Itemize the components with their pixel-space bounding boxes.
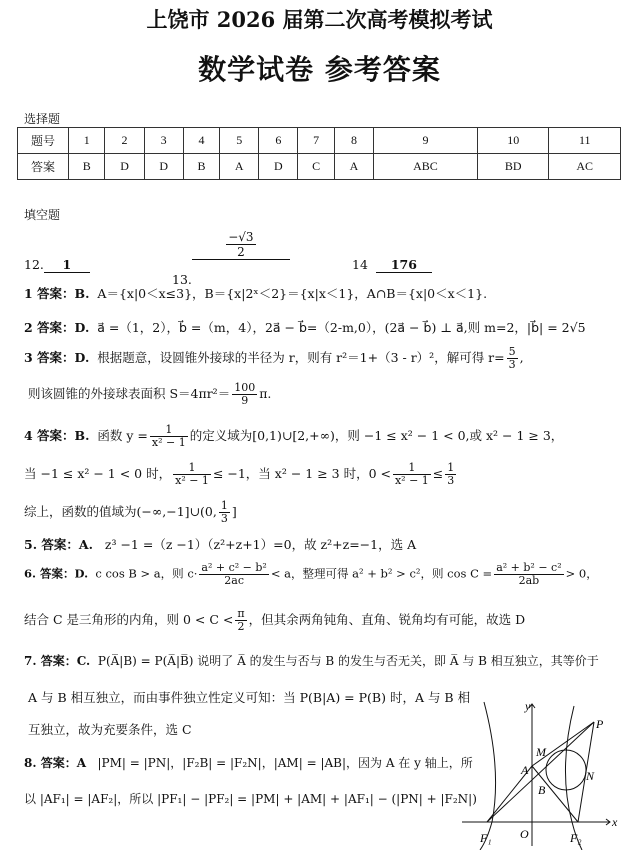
solution-3 — [24, 346, 524, 371]
answer-cell: B — [69, 154, 105, 180]
fraction — [445, 462, 456, 487]
sol-text: 互独立，故为充要条件，选 C — [28, 722, 192, 737]
frac-den: 2 — [237, 620, 245, 633]
frac-den: 3 — [447, 474, 455, 487]
sol-text: A 与 B 相互独立，而由事件独立性定义可知：当 P(B|A) = P(B) 时，A 与 B 相 — [28, 690, 471, 705]
frac-num: 1 — [447, 461, 455, 474]
qnum: 3 — [144, 128, 183, 154]
solution-4b — [24, 462, 458, 487]
solution-7b — [28, 688, 470, 706]
fraction — [232, 382, 257, 407]
solution-4 — [24, 424, 563, 449]
qnum: 2 — [105, 128, 144, 154]
answer-cell: A — [220, 154, 259, 180]
solution-4c — [24, 500, 237, 525]
sol-label: 6. 答案：D. — [24, 566, 89, 581]
frac-num: π — [237, 607, 245, 620]
hyperbola-figure — [462, 700, 628, 850]
qnum: 10 — [477, 128, 548, 154]
sol-text: 的定义域为[0,1)∪[2,+∞)，则 −1 ≤ x² − 1 < 0,或 x² − 1 ≥ 3， — [189, 428, 564, 443]
q13-den: 2 — [237, 245, 245, 259]
q13-label: 13. — [172, 272, 192, 287]
answer-cell: D — [144, 154, 183, 180]
qnum: 8 — [334, 128, 373, 154]
frac-den: x² − 1 — [394, 474, 429, 487]
fill-q14 — [352, 257, 432, 273]
sol-text: ，但其余两角钝角、直角、锐角均有可能，故选 D — [248, 612, 526, 627]
frac-num: a² + c² − b² — [201, 561, 267, 574]
answer-cell: A — [334, 154, 373, 180]
answer-cell: D — [105, 154, 144, 180]
fraction — [219, 500, 230, 525]
frac-num: 1 — [220, 499, 228, 512]
frac-num: a² + b² − c² — [496, 561, 562, 574]
label-x: x — [612, 815, 618, 829]
line-a-p — [532, 722, 594, 766]
sol-text: |PM| = |PN|，|F₂B| = |F₂N|，|AM| = |AB|，因为 A 在 y 轴上，所 — [97, 756, 473, 770]
left-branch — [480, 702, 496, 850]
sol-text: ] — [231, 504, 237, 519]
frac-den: 9 — [241, 394, 249, 407]
row-label: 答案 — [18, 154, 69, 180]
exam-title: 上饶市 2026 届第二次高考模拟考试 — [146, 7, 493, 32]
solution-8b — [24, 790, 477, 807]
sol-text: z³ −1 =（z −1）（z²+z+1）=0，故 z²+z=−1，选 A — [104, 537, 417, 552]
q13-answer — [192, 230, 290, 260]
sol-text: , — [519, 350, 524, 365]
sol-text: 当 −1 ≤ x² − 1 < 0 时， — [24, 466, 172, 481]
frac-den: 3 — [220, 512, 228, 525]
frac-num: 5 — [508, 345, 516, 358]
fraction — [150, 424, 188, 449]
sol-label: 5. 答案：A. — [24, 537, 93, 552]
fraction — [393, 462, 431, 487]
answer-cell: B — [183, 154, 219, 180]
frac-num: 1 — [173, 462, 211, 475]
fraction — [173, 462, 211, 487]
q14-answer: 176 — [376, 257, 432, 273]
qnum: 1 — [69, 128, 105, 154]
sol-text: ≤ −1，当 x² − 1 ≥ 3 时，0 < — [212, 466, 391, 481]
frac-den: x² − 1 — [151, 436, 186, 449]
label-y: y — [525, 700, 531, 713]
solution-1 — [24, 284, 487, 302]
q14-label: 14 — [352, 257, 368, 272]
sol-label: 4 答案：B. — [24, 428, 90, 443]
answer-cell: BD — [477, 154, 548, 180]
sol-text: ≤ — [432, 466, 444, 481]
frac-den: 3 — [508, 358, 516, 371]
answer-table — [17, 127, 621, 180]
choice-section-label: 选择题 — [24, 112, 61, 126]
qnum: 5 — [220, 128, 259, 154]
sol-text: 则该圆锥的外接球表面积 S＝4πr²＝ — [28, 386, 231, 401]
question-number-row — [18, 128, 621, 154]
answer-row — [18, 154, 621, 180]
answer-cell: ABC — [374, 154, 478, 180]
solution-6 — [24, 562, 598, 587]
sol-text: 根据题意，设圆锥外接球的半径为 r，则有 r²＝1+（3 - r）²，解可得 r= — [97, 350, 505, 365]
sol-text: 函数 y = — [97, 428, 148, 443]
answer-cell: C — [298, 154, 334, 180]
sol-text: < a，整理可得 a² + b² > c²，则 cos C = — [270, 566, 493, 581]
sol-text: π. — [259, 386, 272, 401]
q13-num: −√3 — [228, 230, 254, 244]
label-F2: F₂ — [570, 831, 582, 845]
frac-den: 2ab — [518, 574, 540, 587]
sol-text: 以 |AF₁| = |AF₂|，所以 |PF₁| − |PF₂| = |PM| + |AM| + |AF₁| − (|PN| + |F₂N|) — [24, 792, 477, 806]
sol-text: c cos B > a，则 c· — [95, 566, 198, 581]
solution-7 — [24, 652, 599, 669]
answer-cell: D — [259, 154, 298, 180]
q12-label: 12. — [24, 257, 44, 272]
sol-text: a⃗ =（1，2），b⃗ =（m，4），2a⃗ − b⃗=（2-m,0），(2a⃗ − b⃗) ⊥ a⃗,则 m=2，|b⃗| = 2√5 — [97, 320, 586, 335]
q12-answer: 1 — [44, 257, 90, 273]
solution-2 — [24, 318, 586, 336]
answer-cell: AC — [549, 154, 621, 180]
label-P: P — [596, 717, 604, 731]
solution-8 — [24, 754, 473, 771]
qnum: 11 — [549, 128, 621, 154]
fraction — [494, 562, 563, 587]
solution-5 — [24, 535, 416, 553]
qnum: 9 — [374, 128, 478, 154]
label-A: A — [521, 763, 529, 777]
sol-text: 综上，函数的值域为(−∞,−1]∪(0, — [24, 504, 217, 519]
label-F1: F₁ — [480, 831, 492, 845]
label-B: B — [538, 783, 546, 797]
fraction — [235, 608, 246, 633]
answer-key-title: 数学试卷 参考答案 — [198, 53, 441, 86]
sol-label: 1 答案：B. — [24, 286, 90, 301]
fill-q12 — [24, 257, 90, 273]
sol-text: > 0， — [565, 566, 598, 581]
fill-section-label: 填空题 — [24, 208, 61, 222]
solution-3b — [28, 382, 271, 407]
label-M: M — [536, 745, 546, 759]
qnum: 6 — [259, 128, 298, 154]
solution-6b — [24, 608, 525, 633]
frac-num: 1 — [150, 424, 188, 437]
frac-den: 2ac — [224, 574, 244, 587]
row-label: 题号 — [18, 128, 69, 154]
sol-text: P(A̅|B) = P(A̅|B̅) 说明了 A̅ 的发生与否与 B 的发生与否无关，即 A̅ 与 B 相互独立，其等价于 — [97, 654, 599, 668]
label-N: N — [586, 769, 595, 783]
label-O: O — [520, 827, 529, 841]
qnum: 4 — [183, 128, 219, 154]
sol-label: 7. 答案：C. — [24, 654, 91, 668]
right-branch — [565, 706, 582, 850]
frac-den: x² − 1 — [175, 474, 209, 487]
sol-label: 3 答案：D. — [24, 350, 90, 365]
sol-text: A＝{x|0＜x≤3}，B＝{x|2ˣ＜2}＝{x|x＜1}，A∩B＝{x|0＜x＜1}. — [97, 286, 488, 301]
qnum: 7 — [298, 128, 334, 154]
solution-7c — [28, 720, 192, 738]
frac-num: 100 — [234, 381, 256, 394]
fill-q13 — [172, 230, 290, 287]
line-f1-p — [487, 722, 594, 822]
sol-label: 8. 答案：A — [24, 756, 87, 770]
sol-label: 2 答案：D. — [24, 320, 90, 335]
fraction — [507, 346, 518, 371]
frac-num: 1 — [393, 462, 431, 475]
sol-text: 结合 C 是三角形的内角，则 0 < C < — [24, 612, 234, 627]
fraction — [199, 562, 268, 587]
